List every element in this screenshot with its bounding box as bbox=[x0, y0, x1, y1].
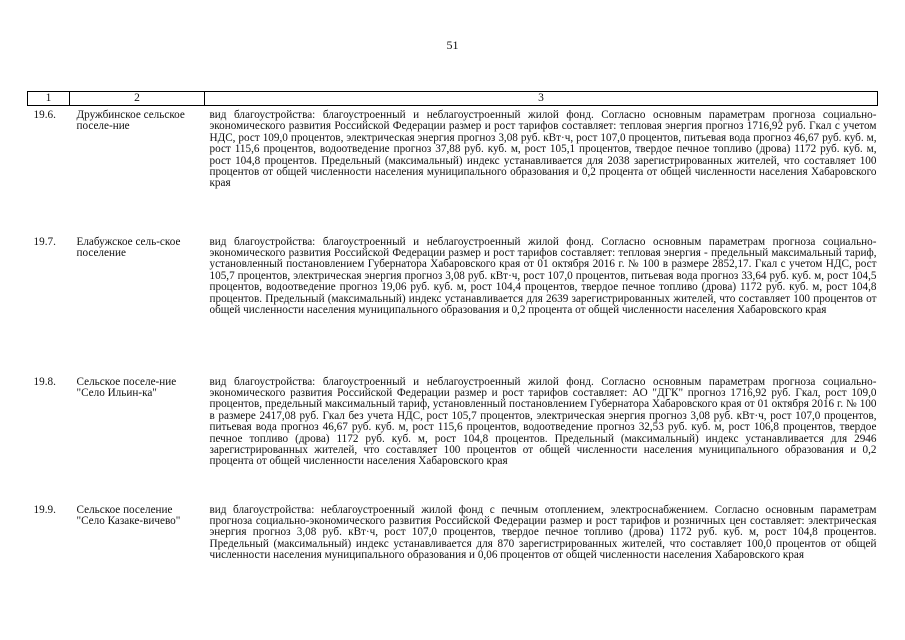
tariff-description: вид благоустройства: неблагоустроенный жилой фонд с печным отоплением, электроснабжением. Согласно основным параметрам прогноза социально-экономического развития Российской Федерации размер и рост тарифов и розничных цен составляет: электрическая энергия прогноз 3,08 руб. кВт·ч, рост 107,0 процентов, твердое печное топливо (дрова) 1172 руб. куб. м, рост 104,8 процентов. Предельный (максимальный) индекс устанавливается для 870 зарегистрированных жителей, что составляет 100,0 процентов от общей численности населения муниципального образования и 0,06 процентов от общей численности населения Хабаровского края bbox=[209, 503, 877, 562]
settlement-name: Елабужское сель-ское поселение bbox=[76, 235, 181, 259]
settlement-name: Сельское поселе-ние "Село Ильин-ка" bbox=[76, 375, 177, 399]
row-number: 19.7. bbox=[33, 235, 56, 248]
settlement-name: Сельское поселение "Село Казаке-вичево" bbox=[76, 503, 181, 527]
table-row bbox=[28, 106, 878, 234]
tariff-description: вид благоустройства: благоустроенный и неблагоустроенный жилой фонд. Согласно основным параметрам прогноза социально-экономического развития Российской Федерации размер и рост тарифов составляет: тепловая энергия - предельный максимальный тариф, установленный постановлением Губернатора Хабаровского края от 01 октября 2016 г. № 100 в размере 2852,17. Гкал с учетом НДС, рост 105,7 процентов, электрическая энергия прогноз 3,08 руб. кВт·ч, рост 107,0 процентов, питьевая вода прогноз 33,64 руб. куб. м, рост 104,5 процентов, водоотведение прогноз 19,06 руб. куб. м, рост 104,4 процентов, твердое печное топливо (дрова) 1172 руб. куб. м, рост 104,8 процентов. Предельный (максимальный) индекс устанавливается для 2639 зарегистрированных жителей, что составляет 100 процентов от общей численности населения муниципального образования и 0,2 процента от общей численности населения Хабаровского края bbox=[209, 235, 877, 316]
settlement-name: Дружбинское сельское поселе-ние bbox=[76, 109, 185, 133]
page-number: 51 bbox=[446, 38, 459, 52]
column-header-2: 2 bbox=[70, 92, 205, 106]
tariff-description: вид благоустройства: благоустроенный и неблагоустроенный жилой фонд. Согласно основным параметрам прогноза социально-экономического развития Российской Федерации размер и рост тарифов составляет: тепловая энергия прогноз 1716,92 руб. Гкал с учетом НДС, рост 109,0 процентов, электрическая энергия прогноз 3,08 руб. кВт·ч, рост 107,0 процентов, питьевая вода прогноз 46,67 руб. куб. м, рост 115,6 процентов, водоотведение прогноз 37,88 руб. куб. м, рост 105,1 процентов, твердое печное топливо (дрова) 1172 руб. куб. м, рост 104,8 процентов. Предельный (максимальный) индекс устанавливается для 2038 зарегистрированных жителей, что составляет 100 процентов от общей численности населения муниципального образования и 0,2 процента от общей численности населения Хабаровского края bbox=[209, 109, 877, 190]
tariff-description: вид благоустройства: благоустроенный и неблагоустроенный жилой фонд. Согласно основным параметрам прогноза социально-экономического развития Российской Федерации размер и рост тарифов составляет: АО "ДГК" прогноз 1716,92 руб. Гкал, рост 109,0 процентов, предельный максимальный тариф, установленный постановлением Губернатора Хабаровского края от 01 октября 2016 г. № 100 в размере 2417,08 руб. Гкал без учета НДС, рост 105,7 процентов, электрическая энергия прогноз 3,08 руб. кВт·ч, рост 107,0 процентов, питьевая вода прогноз 46,67 руб. куб. м, рост 115,6 процентов, водоотведение прогноз 32,53 руб. куб. м, рост 106,8 процентов, твердое печное топливо (дрова) 1172 руб. куб. м, рост 104,8 процентов. Предельный (максимальный) индекс устанавливается для 2946 зарегистрированных жителей, что составляет 100 процентов от общей численности населения муниципального образования и 0,2 процента от общей численности населения Хабаровского края bbox=[209, 375, 877, 468]
table-row bbox=[28, 374, 878, 502]
table-header bbox=[28, 92, 878, 106]
column-header-3: 3 bbox=[205, 92, 878, 106]
table-row bbox=[28, 234, 878, 374]
tariff-table bbox=[27, 91, 878, 598]
table-row bbox=[28, 502, 878, 598]
column-header-1: 1 bbox=[28, 92, 70, 106]
row-number: 19.8. bbox=[33, 375, 56, 388]
row-number: 19.6. bbox=[33, 109, 56, 121]
row-number: 19.9. bbox=[33, 503, 56, 516]
